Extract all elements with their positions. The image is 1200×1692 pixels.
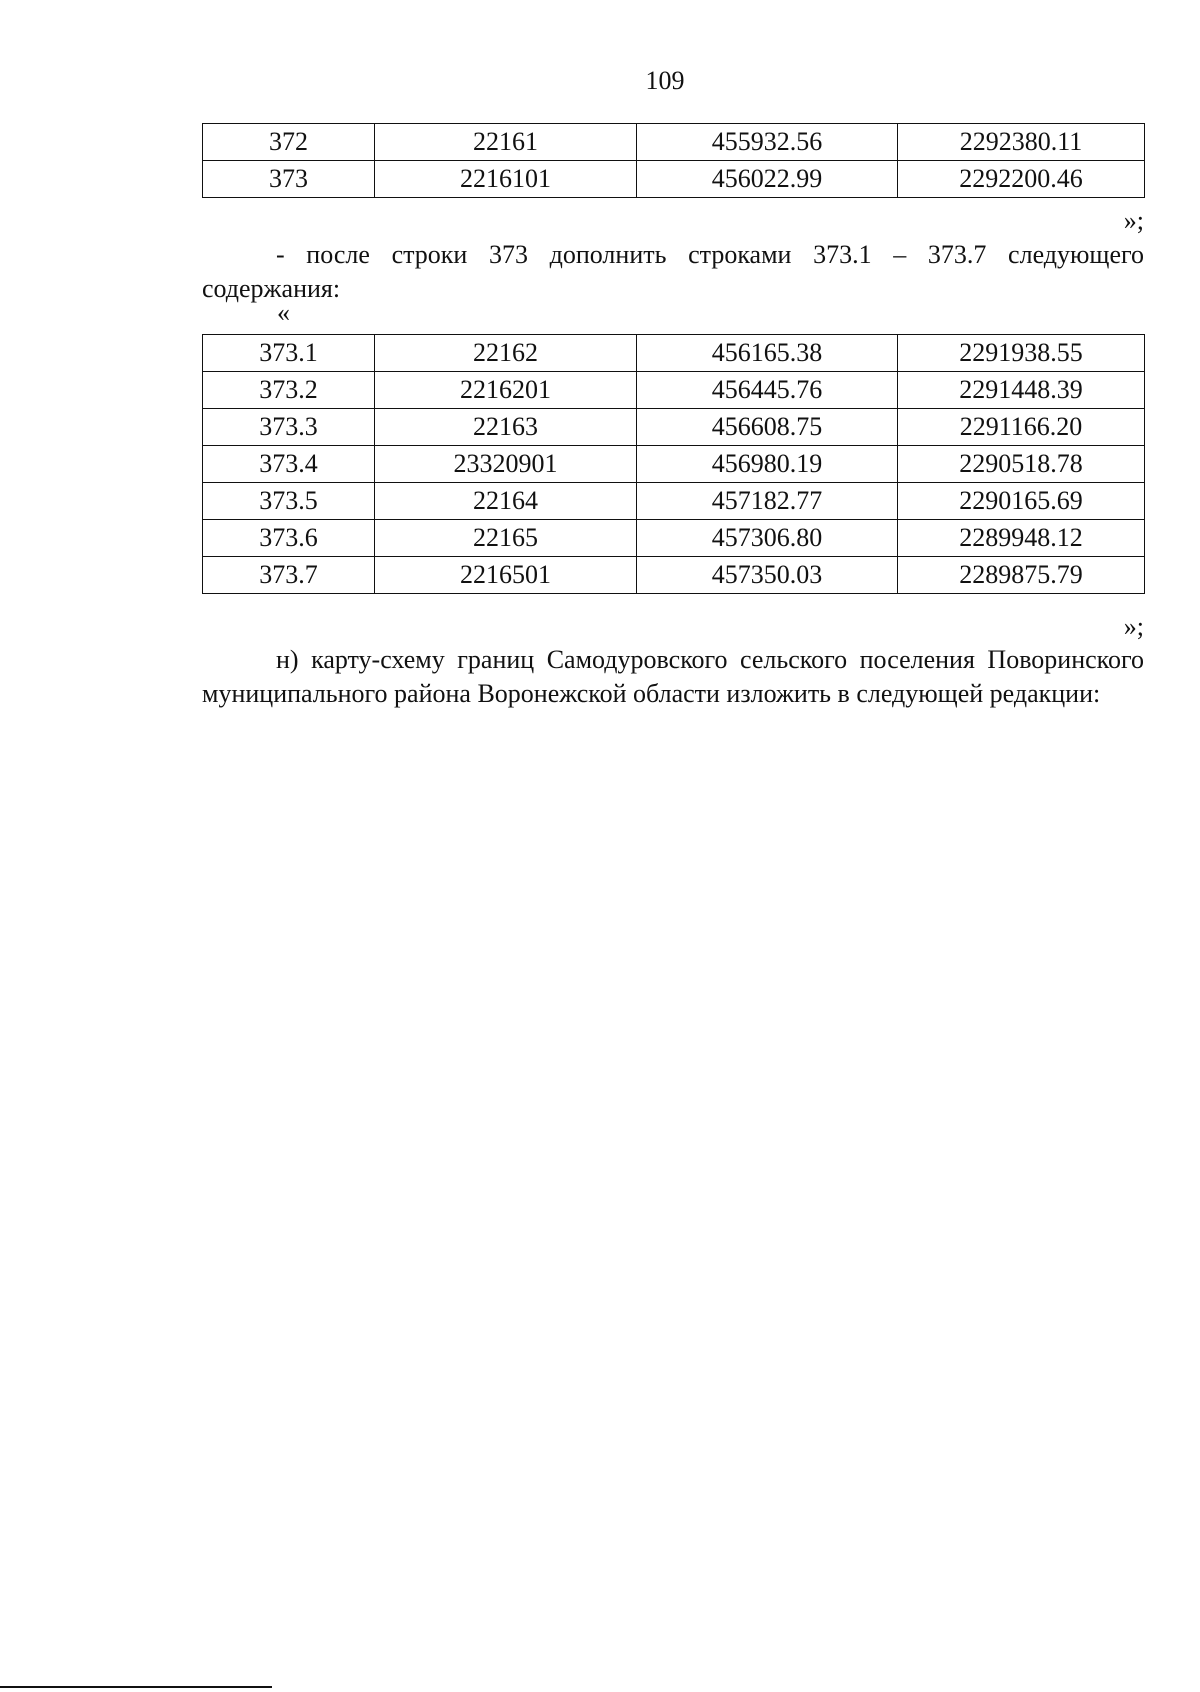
table-row (203, 124, 1145, 161)
table-row (203, 372, 1145, 409)
point-number-cell: 373 (203, 161, 375, 198)
point-number-cell: 373.5 (203, 483, 375, 520)
table-row (203, 520, 1145, 557)
point-number-cell: 373.7 (203, 557, 375, 594)
footnote-rule (0, 1686, 272, 1688)
y-coordinate-cell: 2292200.46 (898, 161, 1145, 198)
x-coordinate-cell: 456608.75 (637, 409, 898, 446)
closing-quote: »; (1123, 206, 1144, 235)
table-row (203, 409, 1145, 446)
x-coordinate-cell: 457306.80 (637, 520, 898, 557)
point-number-cell: 373.1 (203, 335, 375, 372)
y-coordinate-cell: 2291938.55 (898, 335, 1145, 372)
point-number-cell: 373.3 (203, 409, 375, 446)
table-row (203, 483, 1145, 520)
x-coordinate-cell: 455932.56 (637, 124, 898, 161)
coordinates-table-added (202, 334, 1145, 594)
y-coordinate-cell: 2289948.12 (898, 520, 1145, 557)
x-coordinate-cell: 456980.19 (637, 446, 898, 483)
paragraph-n-text: н) карту-схему границ Самодуровского сельского поселения Поворинского муниципального района Воронежской области изложить в следующей редакции: (202, 645, 1144, 708)
y-coordinate-cell: 2291166.20 (898, 409, 1145, 446)
table-row (203, 446, 1145, 483)
x-coordinate-cell: 456022.99 (637, 161, 898, 198)
instruction-paragraph (202, 238, 1144, 306)
point-id-cell: 22164 (375, 483, 637, 520)
point-number-cell: 373.6 (203, 520, 375, 557)
x-coordinate-cell: 457350.03 (637, 557, 898, 594)
point-id-cell: 2216501 (375, 557, 637, 594)
point-number-cell: 373.2 (203, 372, 375, 409)
point-id-cell: 2216101 (375, 161, 637, 198)
point-number-cell: 372 (203, 124, 375, 161)
opening-quote: « (277, 298, 290, 327)
point-id-cell: 22163 (375, 409, 637, 446)
y-coordinate-cell: 2292380.11 (898, 124, 1145, 161)
y-coordinate-cell: 2289875.79 (898, 557, 1145, 594)
closing-quote: »; (1123, 612, 1144, 641)
instruction-text: - после строки 373 дополнить строками 373.1 – 373.7 следующего содержания: (202, 240, 1144, 303)
point-id-cell: 22161 (375, 124, 637, 161)
point-id-cell: 22165 (375, 520, 637, 557)
y-coordinate-cell: 2290518.78 (898, 446, 1145, 483)
point-id-cell: 2216201 (375, 372, 637, 409)
y-coordinate-cell: 2290165.69 (898, 483, 1145, 520)
table-row (203, 161, 1145, 198)
y-coordinate-cell: 2291448.39 (898, 372, 1145, 409)
x-coordinate-cell: 456165.38 (637, 335, 898, 372)
point-id-cell: 22162 (375, 335, 637, 372)
table-row (203, 335, 1145, 372)
point-number-cell: 373.4 (203, 446, 375, 483)
point-id-cell: 23320901 (375, 446, 637, 483)
page-number: 109 (645, 66, 685, 95)
coordinates-table-existing (202, 123, 1145, 198)
x-coordinate-cell: 456445.76 (637, 372, 898, 409)
table-row (203, 557, 1145, 594)
x-coordinate-cell: 457182.77 (637, 483, 898, 520)
paragraph-n (202, 643, 1144, 711)
